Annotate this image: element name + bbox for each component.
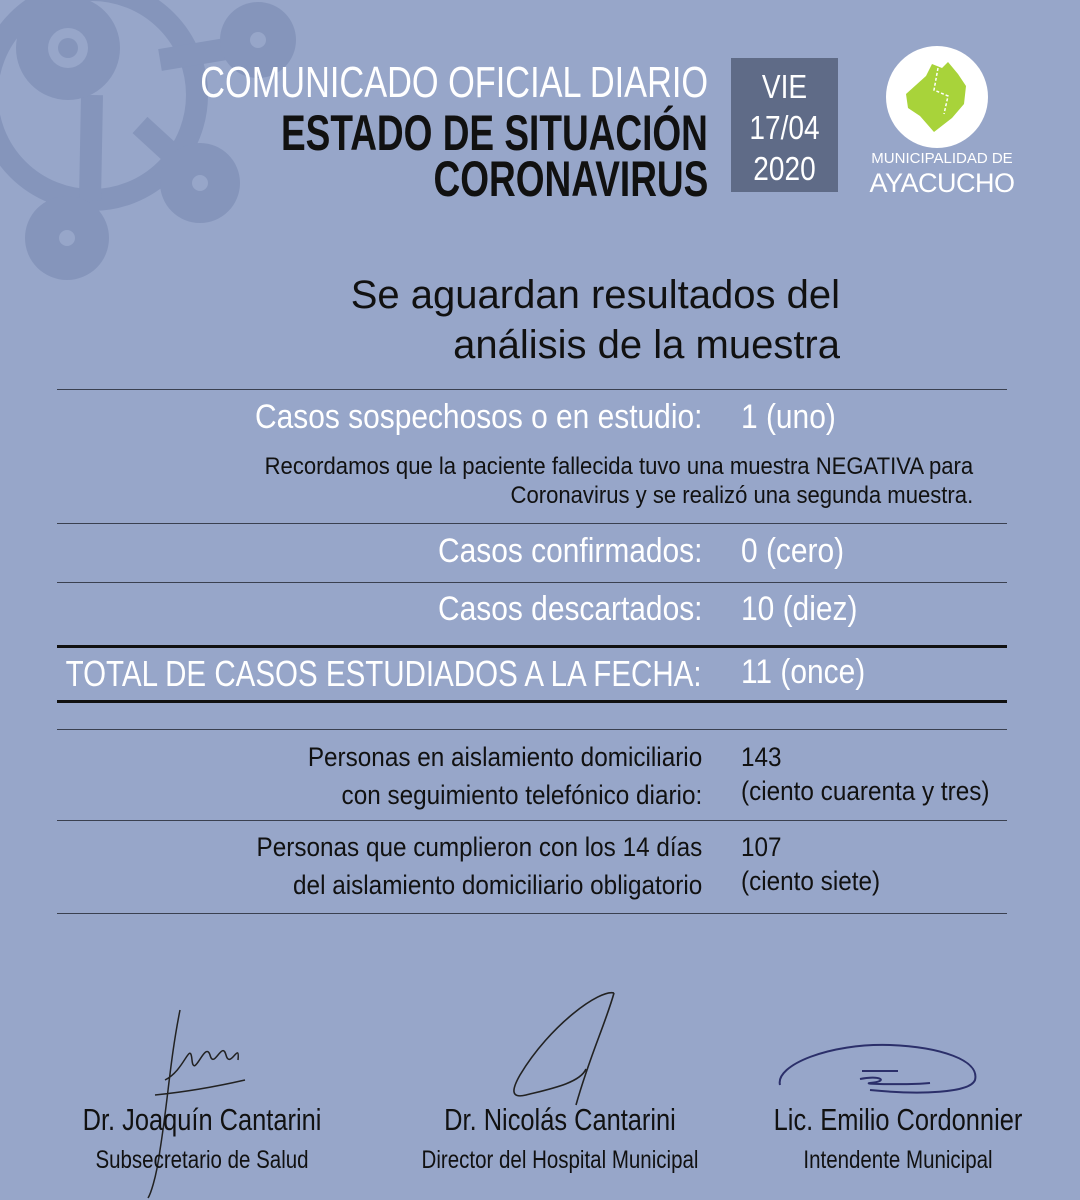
signatory-role: Director del Hospital Municipal <box>421 1146 699 1174</box>
logo-text-ayacucho: AYACUCHO <box>869 168 1015 198</box>
date-day-month: 17/04 <box>749 109 820 146</box>
divider <box>57 820 1007 821</box>
date-year: 2020 <box>753 150 816 187</box>
divider-thick <box>57 645 1007 648</box>
municipality-logo <box>886 46 988 148</box>
signature-1 <box>32 1102 372 1175</box>
signatory-role: Intendente Municipal <box>803 1146 993 1174</box>
completed-isolation-value-words: (ciento siete) <box>741 866 881 896</box>
signature-2 <box>390 1102 730 1175</box>
subtitle-line-2: análisis de la muestra <box>453 323 840 367</box>
completed-isolation-label <box>256 828 702 904</box>
signatory-name: Dr. Nicolás Cantarini <box>444 1102 676 1137</box>
divider <box>57 913 1007 914</box>
signatory-role: Subsecretario de Salud <box>95 1146 309 1174</box>
header-line-2: ESTADO DE SITUACIÓN <box>281 105 708 161</box>
isolation-value-number: 143 <box>741 742 782 772</box>
divider <box>57 389 1007 390</box>
signatory-name: Lic. Emilio Cordonnier <box>773 1102 1023 1137</box>
isolation-label <box>308 738 702 814</box>
isolation-label-line-1: Personas en aislamiento domiciliario <box>307 742 702 772</box>
confirmed-cases-label: Casos confirmados: <box>437 532 702 570</box>
virus-decoration-icon <box>0 0 320 300</box>
suspected-cases-label: Casos sospechosos o en estudio: <box>254 398 702 436</box>
completed-isolation-value <box>741 830 880 898</box>
note-line-1: Recordamos que la paciente fallecida tuvo una muestra NEGATIVA para <box>264 453 973 480</box>
note-text <box>264 452 973 510</box>
divider <box>57 582 1007 583</box>
signature-3 <box>728 1102 1068 1175</box>
discarded-cases-label: Casos descartados: <box>437 590 702 628</box>
isolation-label-line-2: con seguimiento telefónico diario: <box>341 780 702 810</box>
note-line-2: Coronavirus y se realizó una segunda muestra. <box>510 482 973 509</box>
ayacucho-map-icon <box>886 46 988 148</box>
completed-isolation-label-line-1: Personas que cumplieron con los 14 días <box>256 832 702 862</box>
isolation-value-words: (ciento cuarenta y tres) <box>741 776 990 806</box>
confirmed-cases-value: 0 (cero) <box>741 532 845 570</box>
date-weekday: VIE <box>761 68 808 105</box>
date-box <box>731 58 838 192</box>
total-cases-label: TOTAL DE CASOS ESTUDIADOS A LA FECHA: <box>66 653 702 694</box>
subtitle-line-1: Se aguardan resultados del <box>350 273 840 317</box>
completed-isolation-value-number: 107 <box>741 832 782 862</box>
divider <box>57 523 1007 524</box>
signatory-name: Dr. Joaquín Cantarini <box>82 1102 322 1137</box>
total-cases-value: 11 (once) <box>741 653 866 691</box>
signature-scribble-2 <box>490 985 630 1115</box>
header-line-1: COMUNICADO OFICIAL DIARIO <box>200 58 708 107</box>
completed-isolation-label-line-2: del aislamiento domiciliario obligatorio <box>292 870 702 900</box>
isolation-value <box>741 740 990 808</box>
signature-scribble-3 <box>770 1035 985 1105</box>
header-line-3: CORONAVIRUS <box>433 151 708 207</box>
discarded-cases-value: 10 (diez) <box>741 590 858 628</box>
subtitle <box>351 270 840 370</box>
divider-thick <box>57 700 1007 703</box>
suspected-cases-value: 1 (uno) <box>741 398 836 436</box>
logo-text-municipalidad: MUNICIPALIDAD DE <box>871 150 1013 167</box>
divider <box>57 729 1007 730</box>
